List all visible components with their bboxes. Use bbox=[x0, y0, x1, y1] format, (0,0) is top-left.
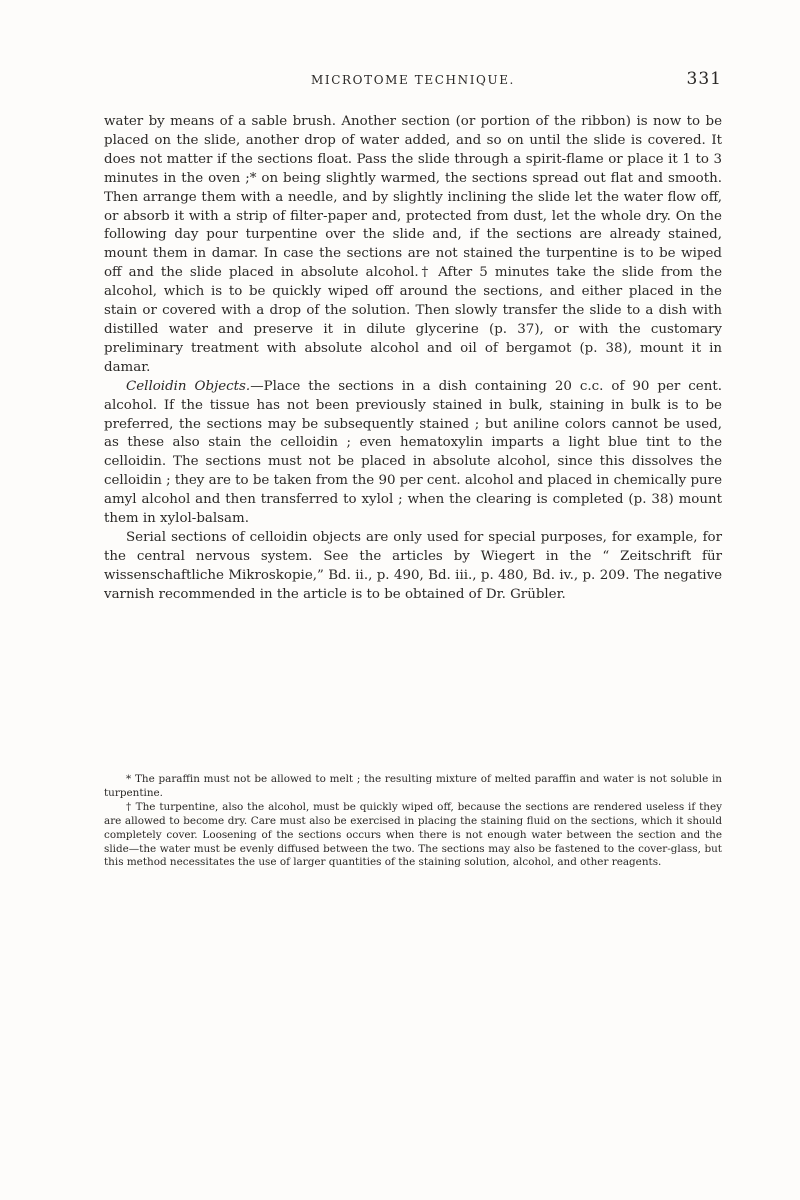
page-number: 331 bbox=[686, 69, 722, 89]
footnotes bbox=[104, 773, 722, 870]
paragraph-celloidin-objects bbox=[104, 378, 722, 529]
running-title: MICROTOME TECHNIQUE. bbox=[311, 73, 515, 87]
paragraph-paraffin-mounting: water by means of a sable brush. Another section (or portion of the ribbon) is now to be placed on the slide, another drop of water added, and so on until the slide is covered. It does not matter if the sections float. Pass the slide through a spirit-flame or place it 1 to 3 minutes in the oven ;* on being slightly warmed, the sections spread out flat and smooth. Then arrange them with a needle, and by slightly inclining the slide let the water flow off, or absorb it with a strip of filter-paper and, protected from dust, let the whole dry. On the following day pour turpentine over the slide and, if the sections are already stained, mount them in damar. In case the sections are not stained the turpentine is to be wiped off and the slide placed in absolute alcohol.† After 5 minutes take the slide from the alcohol, which is to be quickly wiped off around the sections, and either placed in the stain or covered with a drop of the solution. Then slowly transfer the slide to a dish with distilled water and preserve it in dilute glycerine (p. 37), or with the customary preliminary treatment with absolute alcohol and oil of bergamot (p. 38), mount it in damar. bbox=[104, 114, 722, 375]
body-text bbox=[104, 113, 722, 605]
paragraph-celloidin-text: —Place the sections in a dish containing 20 c.c. of 90 per cent. alcohol. If the tissue has not been previously stained in bulk, staining in bulk is to be preferred, the sections may be subsequently stained ; but aniline colors cannot be used, as these also stain the celloidin ; even hematoxylin imparts a light blue tint to the celloidin. The sections must not be placed in absolute alcohol, since this dissolves the celloidin ; they are to be taken from the 90 per cent. alcohol and placed in chemically pure amyl alcohol and then transferred to xylol ; when the clearing is completed (p. 38) mount them in xylol-balsam. bbox=[104, 378, 723, 527]
paragraph-serial-sections: Serial sections of celloidin objects are only used for special purposes, for example, for the central nervous system. See the articles by Wiegert in the “ Zeitschrift für wissenschaftliche Mikroskopie,” Bd. ii., p. 490, Bd. iii., p. 480, Bd. iv., p. 209. The negative varnish recommended in the article is to be obtained of Dr. Grübler. bbox=[104, 529, 722, 602]
running-head bbox=[104, 69, 722, 91]
footnote-paraffin: * The paraffin must not be allowed to melt ; the resulting mixture of melted paraffin and water is not soluble in turpentine. bbox=[104, 773, 722, 799]
footnote-turpentine: † The turpentine, also the alcohol, must be quickly wiped off, because the sections are rendered useless if they are allowed to become dry. Care must also be exercised in placing the staining fluid on the sections, which it should completely cover. Loosening of the sections occurs when there is not enough water between the section and the slide—the water must be evenly diffused between the two. The sections may also be fastened to the cover-glass, but this method necessitates the use of larger quantities of the staining solution, alcohol, and other reagents. bbox=[104, 800, 722, 869]
section-heading-celloidin-objects: Celloidin Objects. bbox=[126, 378, 251, 394]
